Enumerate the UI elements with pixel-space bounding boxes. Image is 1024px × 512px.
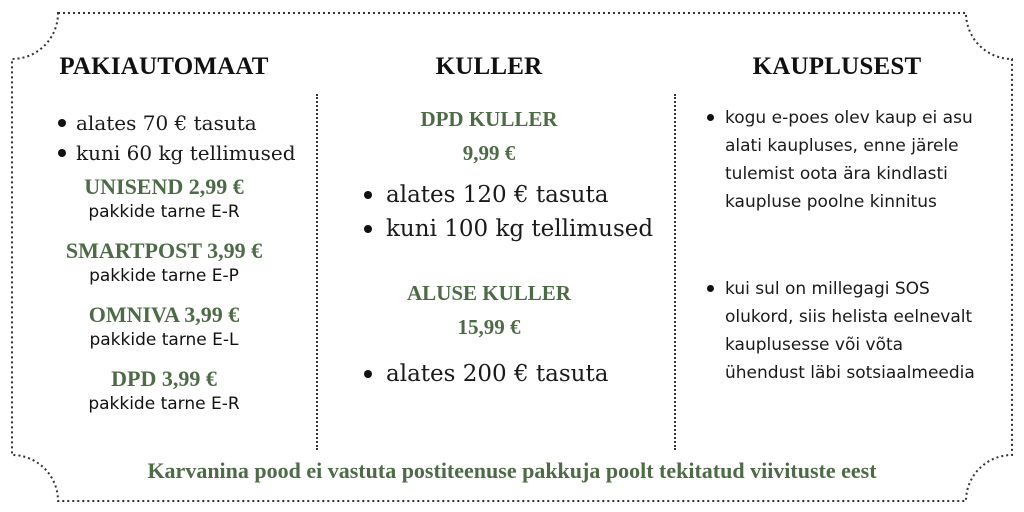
list-item: kui sul on millegagi SOS olukord, siis helista eelnevalt kauplusesse või võta ühendust läbi sotsiaalmeedia [707,275,977,387]
list-item: kuni 60 kg tellimused [58,138,296,168]
aluse-kuller-bullets [364,357,608,391]
list-item: kogu e-poes olev kaup ei asu alati kaupluses, enne järele tulemist oota ära kindlasti kaupluse poolne kinnitus [707,104,977,216]
service-price: 15,99 € [457,315,521,339]
bullet-icon [58,149,66,157]
bullet-icon [707,285,714,292]
pakiautomaat-bullets [58,108,296,168]
column-separator [316,94,318,450]
service-name: OMNIVA 3,99 € [88,302,240,327]
service-note: pakkide tarne E-L [89,330,239,350]
column-separator [674,94,676,450]
service-dpd-kuller [330,102,648,170]
service-aluse-kuller [330,276,648,344]
service-smartpost [40,238,288,288]
dpd-kuller-bullets [364,178,653,246]
bullet-icon [364,191,372,199]
list-item: kuni 100 kg tellimused [364,212,653,246]
service-note: pakkide tarne E-R [88,394,240,414]
service-name: UNISEND 2,99 € [84,174,244,199]
kauplusest-bullet-2 [707,275,977,387]
title-kauplusest: KAUPLUSEST [752,53,922,80]
service-name: SMARTPOST 3,99 € [65,238,263,263]
service-note: pakkide tarne E-R [88,202,240,222]
bullet-icon [58,119,66,127]
service-name: DPD 3,99 € [111,366,217,391]
footer-disclaimer: Karvanina pood ei vastuta postiteenuse pakkuja poolt tekitatud viivituste eest [147,458,877,483]
service-price: 9,99 € [462,141,516,165]
list-item: alates 70 € tasuta [58,108,296,138]
service-name: DPD KULLER [420,107,558,131]
service-name: ALUSE KULLER [407,281,571,305]
service-note: pakkide tarne E-P [89,266,239,286]
kauplusest-bullet-1 [707,104,977,216]
list-item: alates 120 € tasuta [364,178,653,212]
bullet-icon [364,370,372,378]
bullet-icon [364,225,372,233]
service-unisend [40,174,288,224]
bullet-icon [707,114,714,121]
title-kuller: KULLER [435,53,543,80]
title-pakiautomaat: PAKIAUTOMAAT [59,53,269,80]
service-dpd [40,366,288,416]
service-omniva [40,302,288,352]
list-item: alates 200 € tasuta [364,357,608,391]
